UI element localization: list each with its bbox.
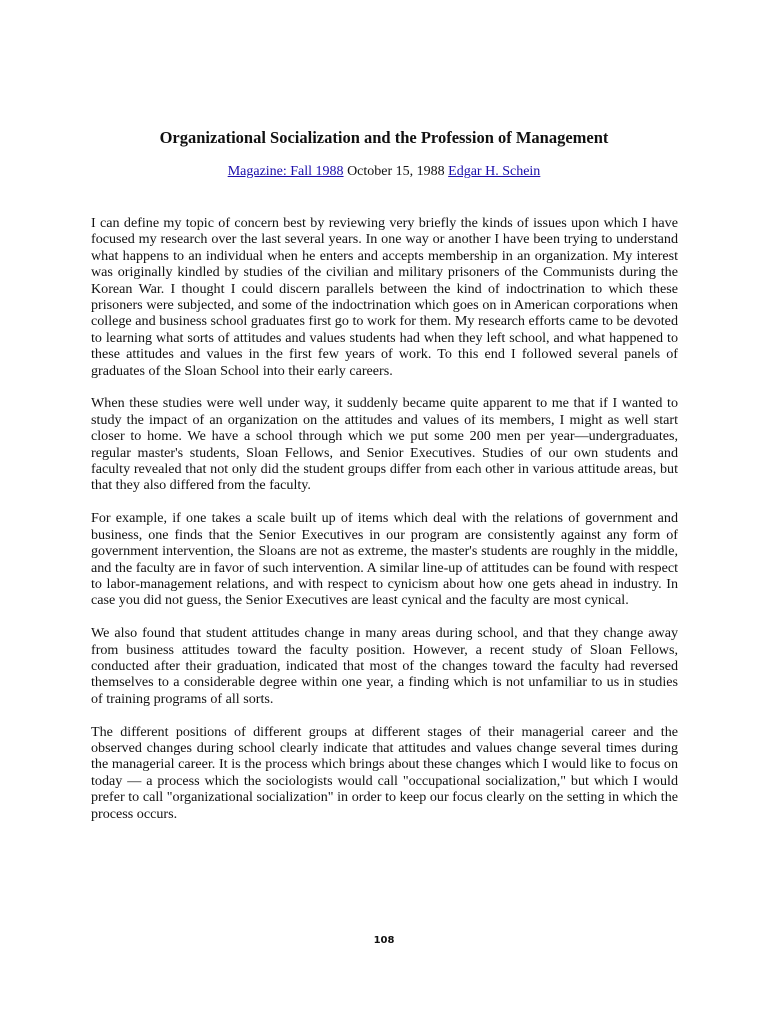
article-body bbox=[91, 215, 678, 838]
issue-link[interactable]: Magazine: Fall 1988 bbox=[227, 164, 344, 179]
paragraph: The different positions of different groups at different stages of their managerial career and the observed changes during school clearly indicate that attitudes and values change several times during the managerial career. It is the process which brings about these changes which I would like to focus on today — a process which the sociologists would call "occupational socialization," but which I would prefer to call "organizational socialization" in order to keep our focus clearly on the setting in which the process occurs. bbox=[91, 723, 678, 822]
article-title: Organizational Socialization and the Profession of Management bbox=[159, 128, 609, 147]
page-number: 108 bbox=[373, 935, 395, 946]
article-meta bbox=[0, 162, 768, 182]
author-link[interactable]: Edgar H. Schein bbox=[448, 164, 541, 179]
article-date: October 15, 1988 bbox=[343, 164, 449, 179]
paragraph: We also found that student attitudes change in many areas during school, and that they change away from business attitudes toward the faculty position. However, a recent study of Sloan Fellows, conducted after their graduation, indicated that most of the changes toward the faculty had reversed themselves to a considerable degree within one year, a finding which is not unfamiliar to us in studies of training programs of all sorts. bbox=[91, 625, 678, 707]
paragraph: For example, if one takes a scale built up of items which deal with the relations of government and business, one finds that the Senior Executives in our program are consistently against any form of government intervention, the Sloans are not as extreme, the master's students are roughly in the middle, and the faculty are in favor of such intervention. A similar line-up of attitudes can be found with respect to labor-management relations, and with respect to cynicism about how one gets ahead in industry. In case you did not guess, the Senior Executives are least cynical and the faculty are most cynical. bbox=[91, 510, 678, 609]
paragraph: When these studies were well under way, it suddenly became quite apparent to me that if I wanted to study the impact of an organization on the attitudes and values of its members, I might as well start closer to home. We have a school through which we put some 200 men per year—undergraduates, regular master's students, Sloan Fellows, and Senior Executives. Studies of our own students and faculty revealed that not only did the student groups differ from each other in various attitude areas, but that they also differed from the faculty. bbox=[91, 395, 678, 494]
paragraph: I can define my topic of concern best by reviewing very briefly the kinds of issues upon which I have focused my research over the last several years. In one way or another I have been trying to understand what happens to an individual when he enters and accepts membership in an organization. My interest was originally kindled by studies of the civilian and military prisoners of the Communists during the Korean War. I thought I could discern parallels between the kind of indoctrination to which these prisoners were subjected, and some of the indoctrination which goes on in American corporations when college and business school graduates first go to work for them. My research efforts came to be devoted to learning what sorts of attitudes and values students had when they left school, and what happened to these attitudes and values in the first few years of work. To this end I followed several panels of graduates of the Sloan School into their early careers. bbox=[91, 215, 678, 379]
